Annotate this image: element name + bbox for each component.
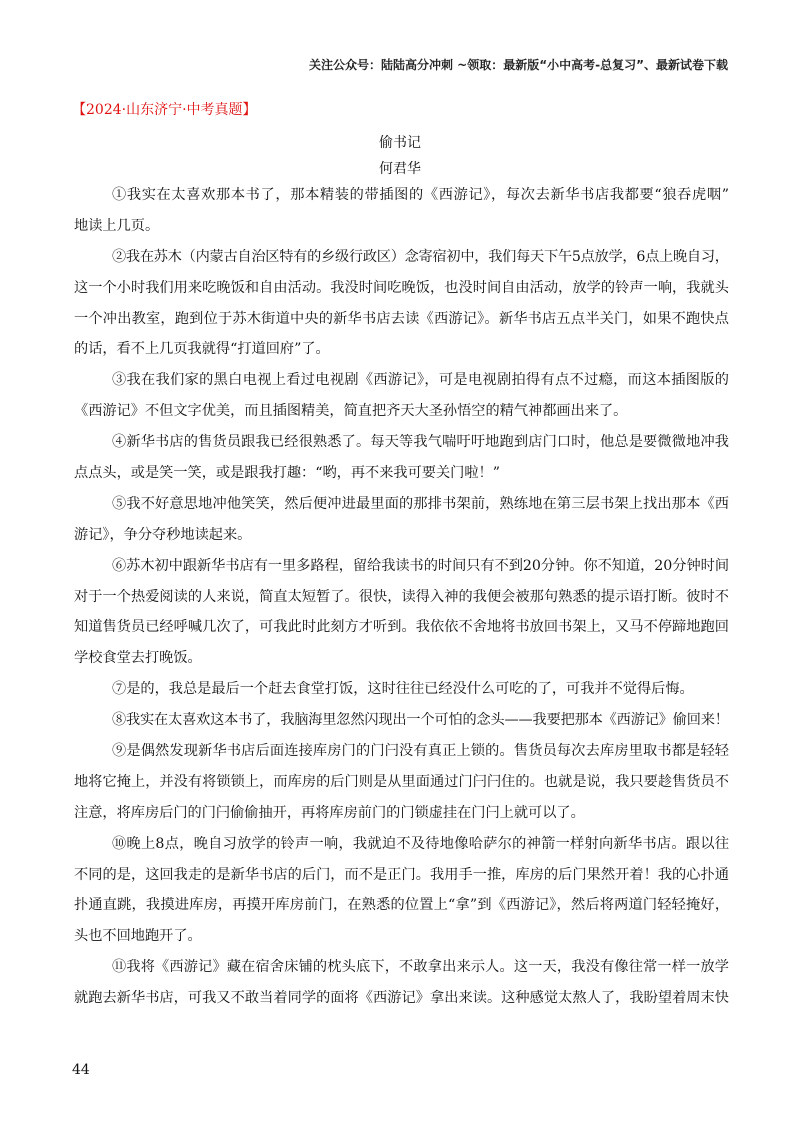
paragraph-line <box>74 832 729 863</box>
paragraph-line-text: ⑤我不好意思地冲他笑笑，然后便冲进最里面的那排书架前，熟练地在第三层书架上找出那本《西 <box>112 495 730 512</box>
paragraph-line <box>74 924 729 955</box>
paragraph-line-text: ⑪我将《西游记》藏在宿舍床铺的枕头底下，不敢拿出来示人。这一天，我没有像往常一样一放学 <box>112 959 730 976</box>
paragraph-line-text: ②我在苏木（内蒙古自治区特有的乡级行政区）念寄宿初中，我们每天下午5点放学，6点上晚自习， <box>112 248 729 265</box>
paragraph-line <box>74 245 729 276</box>
paragraph-line <box>74 461 729 492</box>
paragraph-line <box>74 739 729 770</box>
paragraph-line-text: 头也不回地跑开了。 <box>74 928 202 945</box>
paragraph-line-text: 点点头，或是笑一笑，或是跟我打趣：“哟，再不来我可要关门啦！” <box>74 465 500 482</box>
page-number: 44 <box>72 1062 90 1078</box>
paragraph-line-text: ⑩晚上8点，晚自习放学的铃声一响，我就迫不及待地像哈萨尔的神箭一样射向新华书店。跟以往 <box>112 835 730 852</box>
paragraph-line <box>74 399 729 430</box>
paragraph-line-text: 《西游记》不但文字优美，而且插图精美，简直把齐天大圣孙悟空的精气神都画出来了。 <box>74 403 628 420</box>
paragraph-line-text: ⑥苏木初中跟新华书店有一里多路程，留给我读书的时间只有不到20分钟。你不知道，20分钟时间 <box>112 557 729 574</box>
paragraph-line-text: 学校食堂去打晚饭。 <box>74 650 202 667</box>
article-body <box>74 183 729 1017</box>
paragraph-line <box>74 955 729 986</box>
paragraph-line-text: ④新华书店的售货员跟我已经很熟悉了。每天等我气喘吁吁地跑到店门口时，他总是要微微地冲我 <box>112 434 730 451</box>
paragraph-line <box>74 677 729 708</box>
source-tag: 【2024·山东济宁·中考真题】 <box>72 102 257 118</box>
paragraph-line-text: 注意，将库房后门的门闩偷偷抽开，再将库房前门的门锁虚挂在门闩上就可以了。 <box>74 804 585 821</box>
paragraph-line-text: 对于一个热爱阅读的人来说，简直太短暂了。很快，读得入神的我便会被那句熟悉的提示语打断。彼时不 <box>74 588 730 605</box>
paragraph-line-text: 地读上几页。 <box>74 217 160 234</box>
paragraph-line-text: ①我实在太喜欢那本书了，那本精装的带插图的《西游记》，每次去新华书店我都要“狼吞虎咽” <box>112 187 730 203</box>
paragraph-line <box>74 863 729 894</box>
paragraph-line <box>74 554 729 585</box>
paragraph-line <box>74 708 729 739</box>
paragraph-line <box>74 646 729 677</box>
paragraph-line <box>74 893 729 924</box>
paragraph-line <box>74 368 729 399</box>
paragraph-line <box>74 615 729 646</box>
page-header: 关注公众号：陆陆高分冲刺 ~领取：最新版“小中高考-总复习”、最新试卷下载 <box>309 58 728 72</box>
paragraph-line-text: 知道售货员已经呼喊几次了，可我此时此刻方才听到。我依依不舍地将书放回书架上，又马不停蹄地跑回 <box>74 619 730 636</box>
paragraph-line-text: 就跑去新华书店，可我又不敢当着同学的面将《西游记》拿出来读。这种感觉太熬人了，我盼望着周末快 <box>74 990 730 1007</box>
paragraph-line-text: ③我在我们家的黑白电视上看过电视剧《西游记》，可是电视剧拍得有点不过瘾，而这本插图版的 <box>112 372 730 389</box>
paragraph-line <box>74 523 729 554</box>
paragraph-line-text: 地将它掩上，并没有将锁锁上，而库房的后门则是从里面通过门闩闩住的。也就是说，我只要趁售货员不 <box>74 773 730 790</box>
paragraph-line-text: 不同的是，这回我走的是新华书店的后门，而不是正门。我用手一推，库房的后门果然开着！我的心扑通 <box>74 866 730 883</box>
paragraph-line <box>74 770 729 801</box>
paragraph-line-text: ⑧我实在太喜欢这本书了，我脑海里忽然闪现出一个可怕的念头——我要把那本《西游记》偷回来！ <box>112 712 729 729</box>
paragraph-line <box>74 183 729 214</box>
paragraph-line-text: ⑦是的，我总是最后一个赶去食堂打饭，这时往往已经没什么可吃的了，可我并不觉得后悔。 <box>112 681 694 698</box>
paragraph-line-text: 一个冲出教室，跑到位于苏木街道中央的新华书店去读《西游记》。新华书店五点半关门，如果不跑快点 <box>74 310 730 327</box>
paragraph-line-text: 的话，看不上几页我就得“打道回府”了。 <box>74 341 330 358</box>
paragraph-line-text: 扑通直跳，我摸进库房，再摸开库房前门，在熟悉的位置上“拿”到《西游记》，然后将两道门轻轻掩好， <box>74 897 730 914</box>
paragraph-line <box>74 307 729 338</box>
paragraph-line <box>74 801 729 832</box>
paragraph-line <box>74 986 729 1017</box>
paragraph-line-text: ⑨是偶然发现新华书店后面连接库房门的门闩没有真正上锁的。售货员每次去库房里取书都是轻轻 <box>112 743 730 760</box>
paragraph-line <box>74 214 729 245</box>
paragraph-line <box>74 337 729 368</box>
paragraph-line <box>74 276 729 307</box>
paragraph-line <box>74 430 729 461</box>
paragraph-line <box>74 585 729 616</box>
article-title: 偷书记 <box>379 135 421 151</box>
paragraph-line <box>74 492 729 523</box>
paragraph-line-text: 这一个小时我们用来吃晚饭和自由活动。我没时间吃晚饭，也没时间自由活动，放学的铃声一响，我就头 <box>74 279 730 296</box>
paragraph-line-text: 游记》，争分夺秒地读起来。 <box>74 526 252 543</box>
article-author: 何君华 <box>379 161 421 177</box>
